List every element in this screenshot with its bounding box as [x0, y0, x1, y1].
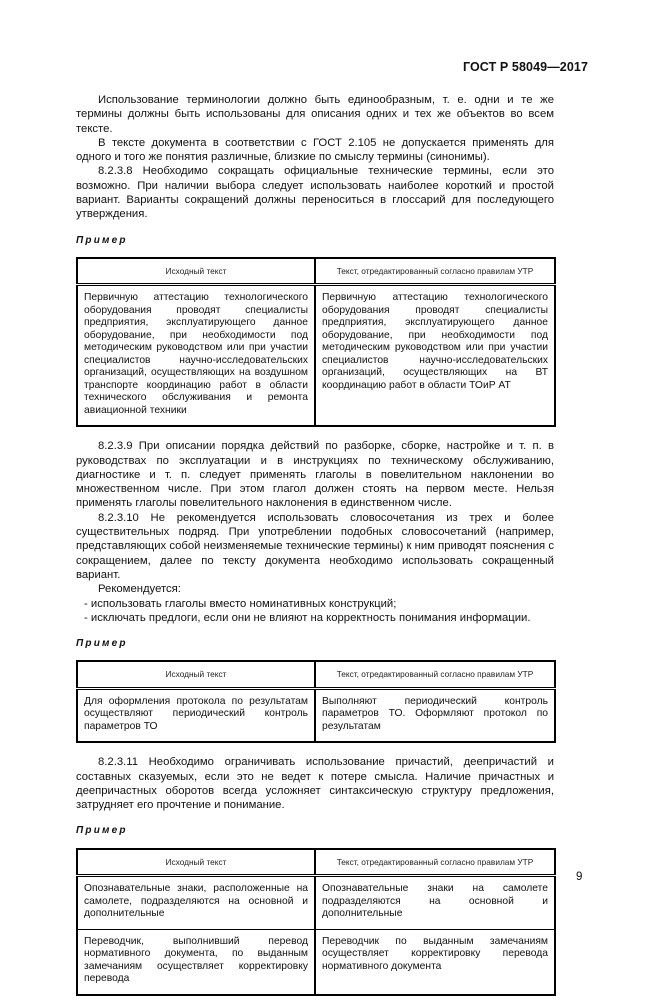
cell-edited: Переводчик по выданным замечаниям осуществляет корректировку перевода нормативного документа — [315, 929, 555, 995]
document-id-header: ГОСТ Р 58049—2017 — [462, 60, 588, 74]
column-header-edited: Текст, отредактированный согласно правилам УТР — [315, 849, 555, 876]
table-row — [77, 929, 555, 995]
cell-original: Переводчик, выполнивший перевод нормативного документа, по выданным замечаниям осуществляет корректировку перевода — [77, 929, 315, 995]
paragraph-synonyms: В тексте документа в соответствии с ГОСТ 2.105 не допускается применять для одного и того же понятия различные, близкие по смыслу термины (синонимы). — [76, 136, 554, 164]
paragraph-8-2-3-9: 8.2.3.9 При описании порядка действий по разборке, сборке, настройке и т. п. в руководствах по эксплуатации и в инструкциях по техническому обслуживанию, диагностике и т. п. следует применять глаголы в повелительном наклонении во множественном числе. При этом глагол должен стоять на первом месте. Нельзя применять глаголы повелительного наклонения в единственном числе. — [76, 440, 554, 510]
table-row — [77, 876, 555, 930]
paragraph-recommended: Рекомендуется: — [98, 583, 181, 596]
table-row — [77, 688, 555, 742]
page-number: 9 — [576, 871, 583, 883]
example-table-1 — [76, 257, 556, 427]
list-item: - использовать глаголы вместо номинативных конструкций; — [76, 597, 554, 611]
cell-edited: Опознавательные знаки на самолете подразделяются на основной и дополнительные — [315, 876, 555, 930]
cell-original: Для оформления протокола по результатам осуществляют периодический контроль параметров ТО — [84, 695, 308, 732]
cell-edited: Первичную аттестацию технологического оборудования проводят специалисты предприятия, эксплуатирующего данное оборудование, при необходимости под методическим руководством или при участии специалистов научно-исследовательских организаций, осуществляющих на ВТ координацию работ в области ТОиР АТ — [315, 285, 555, 427]
example-label: Пример — [76, 234, 128, 246]
paragraph-8-2-3-10: 8.2.3.10 Не рекомендуется использовать словосочетания из трех и более существительных подряд. При употреблении подобных словосочетаний (например, представляющих собой неизменяемые технические термины) к ним приводят пояснения с сокращением, далее по тексту документа необходимо использовать сокращенный вариант. — [76, 511, 554, 581]
example-label: Пример — [76, 638, 128, 650]
cell-original: Опознавательные знаки, расположенные на самолете, подразделяются на основной и дополнительные — [84, 883, 308, 919]
paragraph-terminology: Использование терминологии должно быть единообразным, т. е. одни и те же термины должны быть использованы для описания одних и тех же объектов во всем тексте. — [76, 94, 554, 135]
column-header-original: Исходный текст — [77, 849, 315, 876]
example-table-2 — [76, 660, 556, 743]
paragraph-8-2-3-8: 8.2.3.8 Необходимо сокращать официальные технические термины, если это возможно. При наличии выбора следует использовать наиболее короткий и простой вариант. Варианты сокращений должны переноситься в глоссарий для последующего утверждения. — [76, 165, 554, 221]
table-row — [77, 285, 555, 427]
paragraph-8-2-3-11: 8.2.3.11 Необходимо ограничивать использование причастий, деепричастий и составных сказуемых, если это не ведет к потере смысла. Наличие причастных и деепричастных оборотов всегда усложняет синтаксическую структуру предложения, затрудняет его прочтение и понимание. — [76, 756, 554, 812]
column-header-original: Исходный текст — [77, 258, 315, 285]
column-header-original: Исходный текст — [77, 661, 315, 688]
cell-edited: Выполняют периодический контроль параметров ТО. Оформляют протокол по результатам — [315, 688, 555, 742]
column-header-edited: Текст, отредактированный согласно правилам УТР — [315, 661, 555, 688]
page-content — [76, 93, 554, 1008]
list-item: - исключать предлоги, если они не влияют на корректность понимания информации. — [76, 611, 554, 625]
example-table-3 — [76, 848, 556, 996]
recommendations-list — [76, 597, 554, 626]
column-header-edited: Текст, отредактированный согласно правилам УТР — [315, 258, 555, 285]
example-label: Пример — [76, 825, 128, 837]
cell-original: Первичную аттестацию технологического оборудования проводят специалисты предприятия, эксплуатирующего данное оборудование, при необходимости под методическим руководством или при участии специалистов научно-исследовательских организаций, осуществляющих на воздушном транспорте координацию работ в области технического обслуживания и ремонта авиационной техники — [84, 292, 308, 416]
